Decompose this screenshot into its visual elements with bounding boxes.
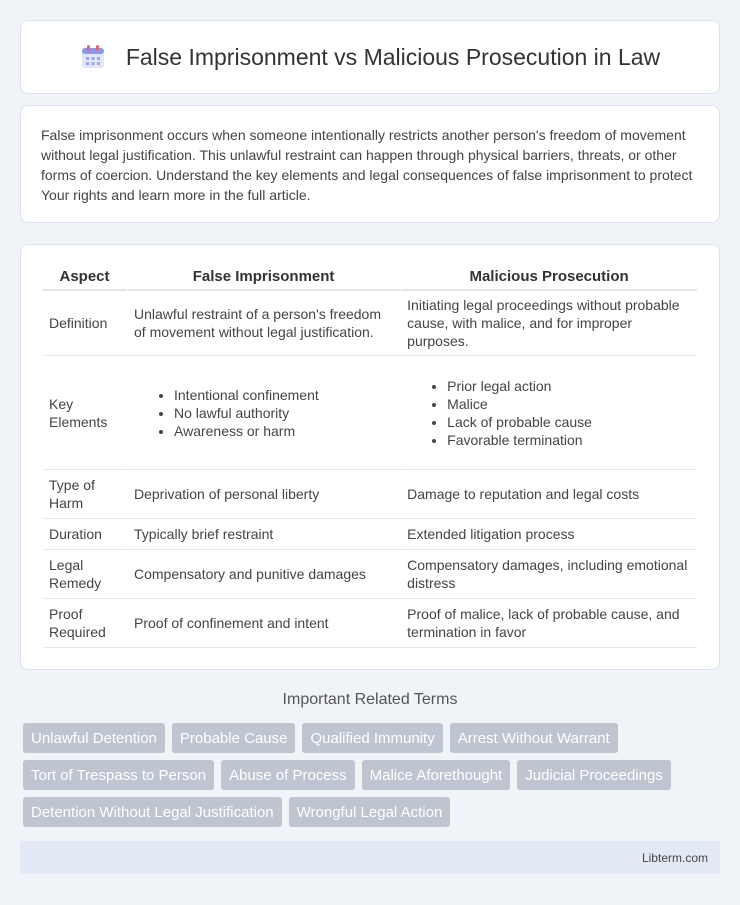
list-item: • Awareness or harm — [174, 422, 393, 440]
header-malicious-prosecution: Malicious Prosecution — [401, 263, 697, 291]
related-terms-title: Important Related Terms — [282, 691, 458, 708]
intro-text: False imprisonment occurs when someone intentionally restricts another person's freedom of movement without legal justification. This unlawful restraint can happen through physical barriers, threats, or other forms of coercion. Understand the key elements and legal consequences of false imprisonment to protect Your rights and learn more in the full article. — [41, 127, 693, 203]
table-row — [43, 470, 697, 519]
related-tag[interactable]: Judicial Proceedings — [517, 760, 671, 790]
list — [407, 377, 691, 449]
related-tag[interactable]: Detention Without Legal Justification — [23, 797, 282, 827]
row-false-imprisonment: Proof of confinement and intent — [128, 599, 401, 648]
table-row — [43, 356, 697, 470]
row-false-imprisonment: Deprivation of personal liberty — [128, 470, 401, 519]
row-malicious-prosecution: Initiating legal proceedings without probable cause, with malice, and for improper purposes. — [401, 291, 697, 356]
intro-card — [20, 105, 720, 223]
related-tag[interactable]: Tort of Trespass to Person — [23, 760, 214, 790]
row-malicious-prosecution: Extended litigation process — [401, 519, 697, 550]
table-row — [43, 291, 697, 356]
table-row — [43, 519, 697, 550]
comparison-table — [43, 263, 697, 648]
calendar-icon — [80, 44, 106, 70]
header-aspect: Aspect — [43, 263, 128, 291]
row-aspect: Duration — [43, 519, 128, 550]
related-tag[interactable]: Arrest Without Warrant — [450, 723, 618, 753]
row-aspect: Key Elements — [43, 356, 128, 470]
related-tag[interactable]: Malice Aforethought — [362, 760, 511, 790]
list-item: • Favorable termination — [447, 431, 691, 449]
row-false-imprisonment — [128, 356, 401, 470]
comparison-card — [20, 244, 720, 670]
related-tag[interactable]: Probable Cause — [172, 723, 296, 753]
page-title: False Imprisonment vs Malicious Prosecution in Law — [125, 43, 661, 70]
related-tag[interactable]: Qualified Immunity — [302, 723, 442, 753]
list — [134, 386, 393, 440]
header-false-imprisonment: False Imprisonment — [128, 263, 401, 291]
row-false-imprisonment: Compensatory and punitive damages — [128, 550, 401, 599]
related-tag[interactable]: Wrongful Legal Action — [289, 797, 451, 827]
list-item: • Intentional confinement — [174, 386, 393, 404]
row-malicious-prosecution — [401, 356, 697, 470]
row-malicious-prosecution: Proof of malice, lack of probable cause, and termination in favor — [401, 599, 697, 648]
row-malicious-prosecution: Damage to reputation and legal costs — [401, 470, 697, 519]
row-malicious-prosecution: Compensatory damages, including emotional distress — [401, 550, 697, 599]
related-tag[interactable]: Abuse of Process — [221, 760, 355, 790]
footer-site-link[interactable]: Libterm.com — [641, 850, 708, 865]
list-item: • Malice — [447, 395, 691, 413]
header-card — [20, 20, 720, 94]
list-item: • No lawful authority — [174, 404, 393, 422]
related-terms-tags — [23, 723, 723, 827]
table-header-row — [43, 263, 697, 291]
footer — [20, 841, 720, 874]
list-item: • Lack of probable cause — [447, 413, 691, 431]
row-false-imprisonment: Unlawful restraint of a person's freedom of movement without legal justification. — [128, 291, 401, 356]
row-aspect: Definition — [43, 291, 128, 356]
row-aspect: Proof Required — [43, 599, 128, 648]
list-item: • Prior legal action — [447, 377, 691, 395]
row-aspect: Legal Remedy — [43, 550, 128, 599]
table-row — [43, 550, 697, 599]
table-row — [43, 599, 697, 648]
row-aspect: Type of Harm — [43, 470, 128, 519]
related-tag[interactable]: Unlawful Detention — [23, 723, 165, 753]
row-false-imprisonment: Typically brief restraint — [128, 519, 401, 550]
